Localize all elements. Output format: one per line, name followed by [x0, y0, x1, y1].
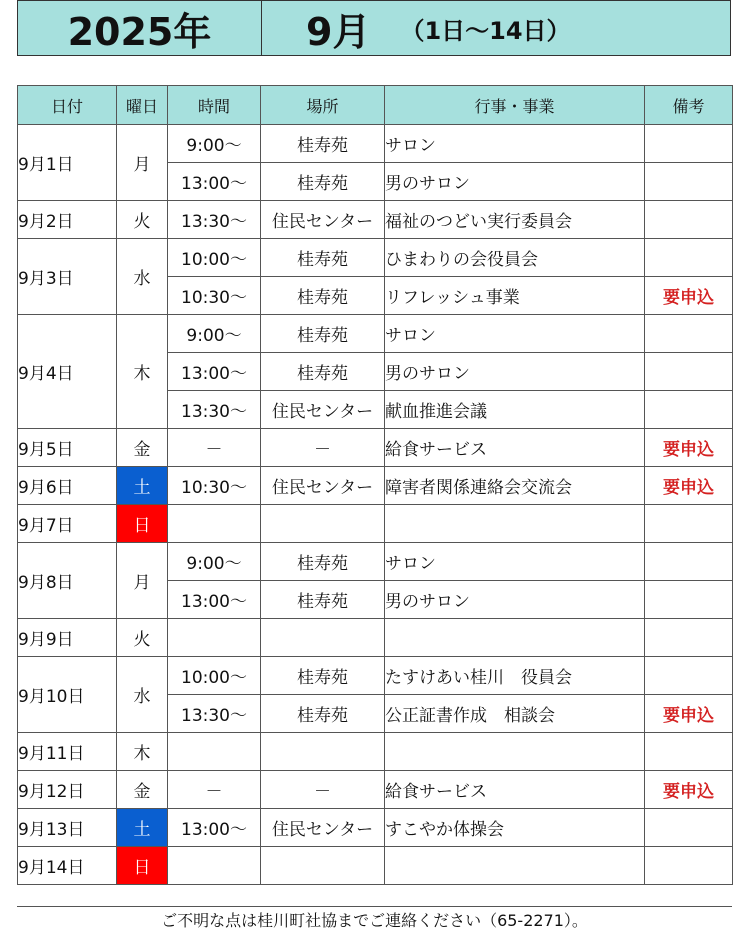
- time-cell: [168, 619, 261, 657]
- note-cell: 要申込: [645, 277, 733, 315]
- table-row: [18, 657, 733, 695]
- note-cell: [645, 315, 733, 353]
- col-header-dow: 曜日: [117, 86, 168, 125]
- note-cell: [645, 239, 733, 277]
- event-cell: [385, 733, 645, 771]
- event-cell: [385, 505, 645, 543]
- time-cell: 9:00～: [168, 125, 261, 163]
- table-row: [18, 771, 733, 809]
- place-cell: －: [261, 771, 385, 809]
- event-cell: 公正証書作成 相談会: [385, 695, 645, 733]
- time-cell: －: [168, 771, 261, 809]
- date-cell: 9月1日: [18, 125, 117, 201]
- note-cell: 要申込: [645, 467, 733, 505]
- table-row: [18, 429, 733, 467]
- col-header-time: 時間: [168, 86, 261, 125]
- event-cell: すこやか体操会: [385, 809, 645, 847]
- time-cell: [168, 847, 261, 885]
- place-cell: 桂寿苑: [261, 163, 385, 201]
- place-cell: 桂寿苑: [261, 353, 385, 391]
- weekday-cell: 月: [117, 125, 168, 201]
- table-row: [18, 239, 733, 277]
- date-range-label: （1日～14日）: [400, 16, 571, 45]
- date-cell: 9月9日: [18, 619, 117, 657]
- event-cell: サロン: [385, 125, 645, 163]
- time-cell: 10:30～: [168, 277, 261, 315]
- note-cell: [645, 353, 733, 391]
- time-cell: 9:00～: [168, 543, 261, 581]
- event-cell: 給食サービス: [385, 771, 645, 809]
- note-cell: [645, 163, 733, 201]
- weekday-cell: 木: [117, 733, 168, 771]
- place-cell: [261, 733, 385, 771]
- weekday-cell: 日: [117, 505, 168, 543]
- place-cell: 桂寿苑: [261, 657, 385, 695]
- event-cell: ひまわりの会役員会: [385, 239, 645, 277]
- place-cell: －: [261, 429, 385, 467]
- place-cell: 桂寿苑: [261, 695, 385, 733]
- time-cell: 13:30～: [168, 695, 261, 733]
- note-cell: [645, 581, 733, 619]
- note-cell: [645, 733, 733, 771]
- note-cell: [645, 505, 733, 543]
- time-cell: 10:00～: [168, 657, 261, 695]
- weekday-cell: 金: [117, 429, 168, 467]
- time-cell: 13:00～: [168, 353, 261, 391]
- time-cell: －: [168, 429, 261, 467]
- col-header-event: 行事・事業: [385, 86, 645, 125]
- schedule-body: [18, 125, 733, 885]
- event-cell: 男のサロン: [385, 353, 645, 391]
- event-cell: 男のサロン: [385, 163, 645, 201]
- time-cell: 13:30～: [168, 391, 261, 429]
- schedule-header: [17, 0, 731, 56]
- event-cell: たすけあい桂川 役員会: [385, 657, 645, 695]
- note-cell: [645, 847, 733, 885]
- date-cell: 9月4日: [18, 315, 117, 429]
- weekday-cell: 水: [117, 239, 168, 315]
- note-cell: [645, 657, 733, 695]
- weekday-cell: 水: [117, 657, 168, 733]
- place-cell: 桂寿苑: [261, 581, 385, 619]
- date-cell: 9月2日: [18, 201, 117, 239]
- schedule-table: [17, 85, 733, 885]
- note-cell: 要申込: [645, 771, 733, 809]
- date-cell: 9月5日: [18, 429, 117, 467]
- place-cell: 桂寿苑: [261, 239, 385, 277]
- time-cell: 9:00～: [168, 315, 261, 353]
- event-cell: 男のサロン: [385, 581, 645, 619]
- table-row: [18, 619, 733, 657]
- place-cell: [261, 505, 385, 543]
- table-row: [18, 847, 733, 885]
- weekday-cell: 日: [117, 847, 168, 885]
- date-cell: 9月3日: [18, 239, 117, 315]
- event-cell: [385, 619, 645, 657]
- date-cell: 9月12日: [18, 771, 117, 809]
- date-cell: 9月13日: [18, 809, 117, 847]
- place-cell: [261, 619, 385, 657]
- note-cell: [645, 543, 733, 581]
- note-cell: 要申込: [645, 429, 733, 467]
- weekday-cell: 金: [117, 771, 168, 809]
- table-row: [18, 125, 733, 163]
- date-cell: 9月8日: [18, 543, 117, 619]
- weekday-cell: 土: [117, 809, 168, 847]
- place-cell: 住民センター: [261, 201, 385, 239]
- note-cell: [645, 809, 733, 847]
- time-cell: 13:00～: [168, 809, 261, 847]
- time-cell: 10:00～: [168, 239, 261, 277]
- table-row: [18, 733, 733, 771]
- col-header-place: 場所: [261, 86, 385, 125]
- place-cell: [261, 847, 385, 885]
- place-cell: 住民センター: [261, 391, 385, 429]
- note-cell: [645, 391, 733, 429]
- month-label: 9月: [306, 9, 371, 54]
- note-cell: 要申込: [645, 695, 733, 733]
- event-cell: サロン: [385, 543, 645, 581]
- table-header-row: [18, 86, 733, 125]
- table-row: [18, 543, 733, 581]
- event-cell: 福祉のつどい実行委員会: [385, 201, 645, 239]
- place-cell: 住民センター: [261, 467, 385, 505]
- contact-footer: ご不明な点は桂川町社協までご連絡ください（65-2271）。: [17, 906, 732, 935]
- col-header-date: 日付: [18, 86, 117, 125]
- date-cell: 9月11日: [18, 733, 117, 771]
- time-cell: 13:00～: [168, 581, 261, 619]
- note-cell: [645, 125, 733, 163]
- place-cell: 桂寿苑: [261, 277, 385, 315]
- event-cell: 障害者関係連絡会交流会: [385, 467, 645, 505]
- time-cell: [168, 733, 261, 771]
- weekday-cell: 月: [117, 543, 168, 619]
- event-cell: リフレッシュ事業: [385, 277, 645, 315]
- place-cell: 桂寿苑: [261, 125, 385, 163]
- table-row: [18, 315, 733, 353]
- time-cell: [168, 505, 261, 543]
- date-cell: 9月10日: [18, 657, 117, 733]
- table-row: [18, 809, 733, 847]
- table-row: [18, 505, 733, 543]
- weekday-cell: 木: [117, 315, 168, 429]
- event-cell: [385, 847, 645, 885]
- place-cell: 桂寿苑: [261, 315, 385, 353]
- date-cell: 9月6日: [18, 467, 117, 505]
- event-cell: サロン: [385, 315, 645, 353]
- weekday-cell: 火: [117, 201, 168, 239]
- month-cell: [262, 1, 730, 55]
- place-cell: 桂寿苑: [261, 543, 385, 581]
- table-row: [18, 201, 733, 239]
- col-header-note: 備考: [645, 86, 733, 125]
- event-cell: 献血推進会議: [385, 391, 645, 429]
- event-cell: 給食サービス: [385, 429, 645, 467]
- year-label: 2025年: [18, 1, 262, 55]
- time-cell: 13:30～: [168, 201, 261, 239]
- date-cell: 9月14日: [18, 847, 117, 885]
- note-cell: [645, 619, 733, 657]
- weekday-cell: 土: [117, 467, 168, 505]
- date-cell: 9月7日: [18, 505, 117, 543]
- table-row: [18, 467, 733, 505]
- weekday-cell: 火: [117, 619, 168, 657]
- note-cell: [645, 201, 733, 239]
- place-cell: 住民センター: [261, 809, 385, 847]
- time-cell: 10:30～: [168, 467, 261, 505]
- time-cell: 13:00～: [168, 163, 261, 201]
